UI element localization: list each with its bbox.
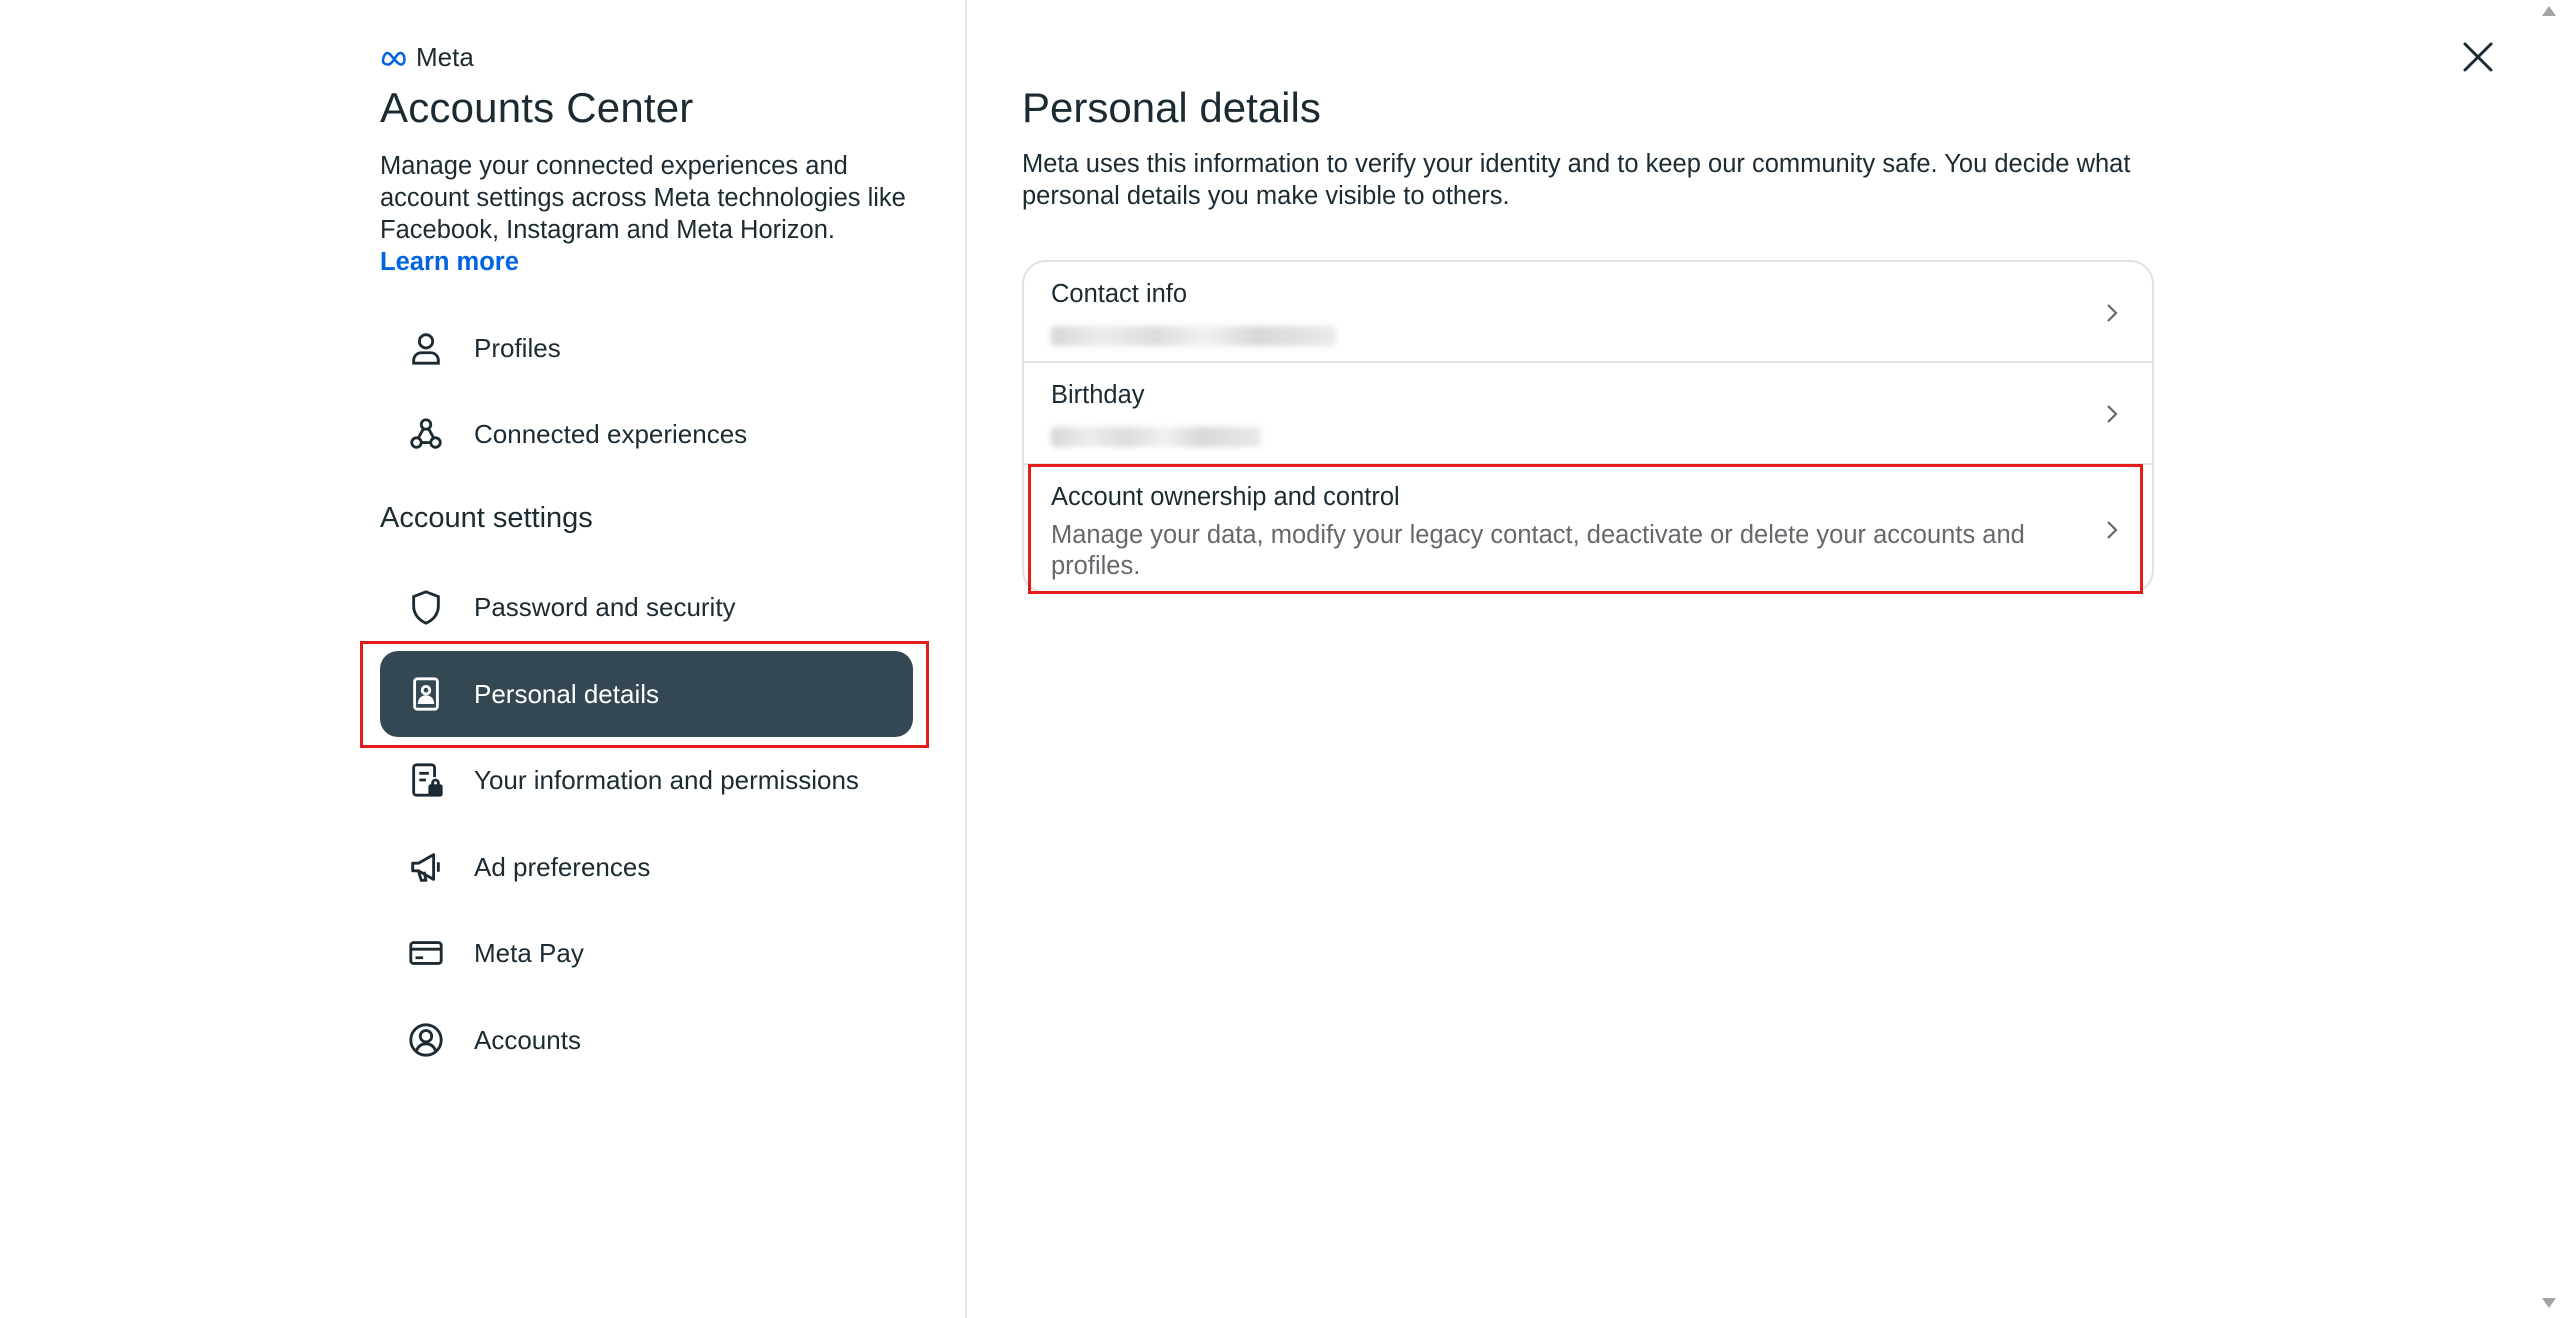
account-ownership-row[interactable] <box>1024 465 2152 594</box>
page-description: Meta uses this information to verify your identity and to keep our community safe. You decide what personal details you make visible to others. <box>1022 150 2131 210</box>
close-icon <box>2461 40 2495 74</box>
shield-icon <box>406 587 446 627</box>
id-card-icon <box>406 674 446 714</box>
description-text: Manage your connected experiences and account settings across Meta technologies like Facebook, Instagram and Meta Horizon. <box>380 152 906 244</box>
scroll-down-arrow-icon[interactable] <box>2542 1298 2556 1308</box>
nav-item-ad-preferences[interactable] <box>380 824 913 910</box>
nav-item-personal-details[interactable] <box>380 651 913 737</box>
nav-item-label: Your information and permissions <box>474 764 859 795</box>
nav-item-profiles[interactable] <box>380 305 913 391</box>
nav-item-label: Ad preferences <box>474 851 651 882</box>
document-lock-icon <box>406 760 446 800</box>
accounts-center-sidebar <box>0 0 967 1318</box>
nav-item-connected-experiences[interactable] <box>380 391 913 477</box>
redacted-birthday-value <box>1051 427 1261 447</box>
accounts-center-title: Accounts Center <box>380 84 694 131</box>
birthday-row[interactable] <box>1024 363 2152 465</box>
meta-infinity-icon <box>380 50 410 66</box>
accounts-center-description <box>380 150 940 278</box>
chevron-right-icon <box>2102 519 2122 541</box>
nav-item-accounts[interactable] <box>380 997 913 1083</box>
megaphone-icon <box>406 847 446 887</box>
nav-item-label: Personal details <box>474 678 659 709</box>
personal-details-card <box>1022 260 2154 594</box>
nav-item-label: Connected experiences <box>474 418 748 449</box>
nav-item-label: Password and security <box>474 591 736 622</box>
learn-more-link[interactable]: Learn more <box>380 248 519 276</box>
row-title: Birthday <box>1051 381 1145 409</box>
nav-item-meta-pay[interactable] <box>380 910 913 996</box>
chevron-right-icon <box>2102 302 2122 324</box>
nav-item-label: Accounts <box>474 1024 581 1055</box>
meta-logo[interactable] <box>380 42 474 73</box>
row-title: Account ownership and control <box>1051 483 1400 511</box>
meta-logo-text: Meta <box>416 42 474 72</box>
redacted-contact-value <box>1051 326 1336 346</box>
page-title: Personal details <box>1022 84 1321 131</box>
chevron-right-icon <box>2102 403 2122 425</box>
account-circle-icon <box>406 1020 446 1060</box>
contact-info-row[interactable] <box>1024 262 2152 363</box>
row-subtitle: Manage your data, modify your legacy contact, deactivate or delete your accounts and profiles. <box>1051 521 2025 580</box>
row-title: Contact info <box>1051 280 1188 308</box>
connected-nodes-icon <box>406 414 446 454</box>
nav-item-password-security[interactable] <box>380 564 913 650</box>
page-scrollbar[interactable] <box>2537 0 2560 1318</box>
person-icon <box>406 328 446 368</box>
nav-item-label: Meta Pay <box>474 937 584 968</box>
account-settings-heading: Account settings <box>380 502 593 534</box>
scroll-up-arrow-icon[interactable] <box>2542 6 2556 16</box>
credit-card-icon <box>406 933 446 973</box>
close-button[interactable] <box>2453 32 2503 82</box>
nav-item-information-permissions[interactable] <box>380 737 913 823</box>
nav-item-label: Profiles <box>474 332 561 363</box>
